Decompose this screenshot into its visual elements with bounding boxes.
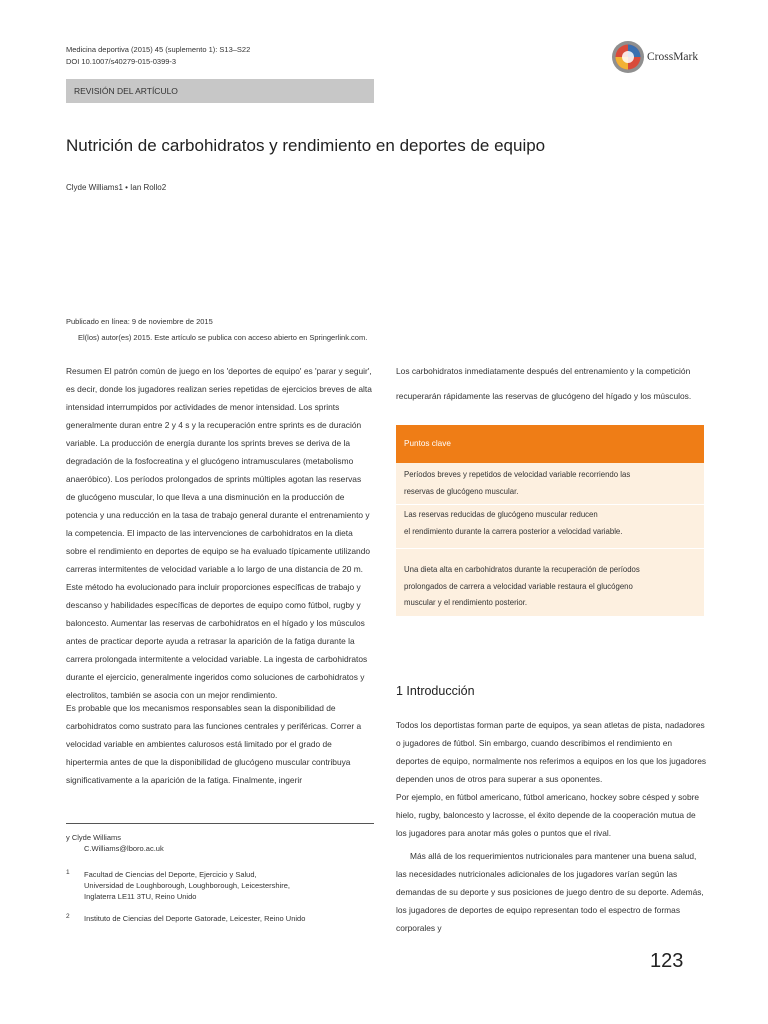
doi[interactable]: DOI 10.1007/s40279-015-0399-3 [66, 57, 177, 66]
abstract-line: carreras intermitentes de velocidad variable a lo largo de una distancia de 20 m. [66, 564, 364, 574]
abstract-line: antes de practicar deporte ayuda a retrasar la aparición de la fatiga durante la [66, 636, 355, 646]
abstract-line: durante el ejercicio, generalmente ingeridos como soluciones de carbohidratos y [66, 672, 365, 682]
paragraph-line: demandas de su deporte y sus posiciones de juego dentro de su deporte. Además, [396, 887, 704, 897]
affiliation-line: Universidad de Loughborough, Loughborough, Leicestershire, [84, 881, 290, 890]
abstract-line: intensidad interrumpidos por actividades de menor intensidad. Los sprints [66, 402, 340, 412]
abstract-line: anaeróbico). Los períodos prolongados de sprints múltiples agotan las reservas [66, 474, 362, 484]
correspondence [66, 832, 164, 854]
key-points-divider [396, 504, 704, 505]
abstract-line: electrolitos, también se asocia con un mejor rendimiento. [66, 690, 278, 700]
intro-paragraph-2 [396, 847, 704, 937]
paragraph-line: significativamente a la aparición de la fatiga. Finalmente, ingerir [66, 775, 303, 785]
paragraph-line: velocidad variable en ambientes calurosos está limitado por el grado de [66, 739, 332, 749]
paragraph-line: Todos los deportistas forman parte de equipos, ya sean atletas de pista, nadadores [396, 720, 705, 730]
abstract [66, 362, 386, 704]
abstract-line: carrera prolongada intermitente a velocidad variable. La ingesta de carbohidratos [66, 654, 368, 664]
affiliation-number: 2 [66, 913, 70, 920]
abstract-line: degradación de la fosfocreatina y el glucógeno intramusculares (metabolismo [66, 456, 354, 466]
key-points-heading: Puntos clave [396, 425, 704, 463]
abstract-line: generalmente duran entre 2 y 4 s y la recuperación entre sprints es de duración [66, 420, 362, 430]
abstract-line: baloncesto. Aumentar las reservas de carbohidratos en el hígado y los músculos [66, 618, 365, 628]
key-point-line: Períodos breves y repetidos de velocidad variable recorriendo las [404, 470, 631, 479]
journal-citation: Medicina deportiva (2015) 45 (suplemento 1): S13–S22 [66, 45, 251, 54]
paragraph-line: Los carbohidratos inmediatamente después del entrenamiento y la competición [396, 366, 691, 376]
paragraph-line: Más allá de los requerimientos nutricionales para mantener una buena salud, [410, 851, 697, 861]
key-point-line: prolongados de carrera a velocidad variable restaura el glucógeno [404, 581, 633, 591]
section-heading-introduction: 1 Introducción [396, 684, 475, 698]
intro-paragraph-1 [396, 716, 706, 842]
crossmark-badge[interactable] [611, 40, 698, 74]
affiliation-1 [66, 869, 290, 902]
affiliation-line: Instituto de Ciencias del Deporte Gatorade, Leicester, Reino Unido [84, 914, 306, 923]
key-points-divider [396, 548, 704, 549]
key-point-item [404, 562, 640, 612]
key-point-line: Las reservas reducidas de glucógeno muscular reducen [404, 510, 598, 519]
abstract-line: es decir, donde los jugadores realizan series repetidas de ejercicios breves de alta [66, 384, 372, 394]
article-title: Nutrición de carbohidratos y rendimiento en deportes de equipo [66, 136, 546, 155]
abstract-line: de glucógeno muscular, lo que lleva a una disminución en la producción de [66, 492, 345, 502]
affiliation-number: 1 [66, 869, 70, 876]
published-date: Publicado en línea: 9 de noviembre de 2015 [66, 317, 213, 326]
key-point-line: Una dieta alta en carbohidratos durante la recuperación de períodos [404, 565, 640, 574]
affiliation-line: Inglaterra LE11 3TU, Reino Unido [84, 892, 197, 901]
corresponding-author: y Clyde Williams [66, 833, 122, 842]
paragraph-line: Es probable que los mecanismos responsables sean la disponibilidad de [66, 703, 336, 713]
affiliation-line: Facultad de Ciencias del Deporte, Ejercicio y Salud, [84, 870, 257, 879]
paragraph-line: corporales y [396, 923, 442, 933]
abstract-continuation [66, 699, 386, 789]
abstract-line: sobre el rendimiento en deportes de equipo se ha evaluado típicamente utilizando [66, 546, 371, 556]
abstract-line: Resumen El patrón común de juego en los 'deportes de equipo' es 'parar y seguir', [66, 366, 372, 376]
key-point-item [404, 467, 630, 500]
paragraph-line: carbohidratos como sustrato para las funciones centrales y periféricas. Correr a [66, 721, 362, 731]
page-number: 123 [650, 950, 684, 972]
paragraph-line: los jugadores de deportes de equipo representan todo el espectro de formas [396, 905, 681, 915]
key-point-line: muscular y el rendimiento posterior. [404, 598, 528, 607]
abstract-line: Este método ha evolucionado para incluir proporciones específicas de trabajo y [66, 582, 361, 592]
crossmark-label: CrossMark [647, 51, 699, 63]
key-point-line: reservas de glucógeno muscular. [404, 486, 519, 496]
paragraph-line: dependen unos de otros para superar a sus oponentes. [396, 774, 603, 784]
paragraph-line: hipertermia antes de que la disponibilidad de glucógeno muscular contribuya [66, 757, 351, 767]
open-access-note: El(los) autor(es) 2015. Este artículo se publica con acceso abierto en Springerlink.com. [78, 333, 368, 342]
abstract-line: potencia y una reducción en la tasa de trabajo general durante el entrenamiento y [66, 510, 370, 520]
corresponding-email[interactable]: C.Williams@lboro.ac.uk [84, 844, 164, 853]
paragraph-line: Por ejemplo, en fútbol americano, fútbol americano, hockey sobre césped y sobre [396, 792, 700, 802]
affiliation-2 [66, 913, 305, 924]
paragraph-line: los jugadores para anotar más goles o puntos que el rival. [396, 828, 612, 838]
paragraph-line: deportes de equipo, normalmente nos referimos a equipos en los que los jugadores [396, 756, 707, 766]
section-label: REVISIÓN DEL ARTÍCULO [66, 79, 374, 103]
crossmark-icon [611, 40, 645, 74]
paragraph-line: hielo, rugby, baloncesto y lacrosse, el éxito depende de la cooperación mutua de [396, 810, 696, 820]
footnote-divider [66, 823, 374, 824]
authors: Clyde Williams1 • Ian Rollo2 [66, 183, 167, 192]
paragraph-line: o jugadores de fútbol. Sin embargo, cuando describimos el rendimiento en [396, 738, 673, 748]
abstract-line: la competencia. El impacto de las intervenciones de carbohidratos en la dieta [66, 528, 353, 538]
paragraph-line: las necesidades nutricionales adicionales de los jugadores varían según las [396, 869, 678, 879]
abstract-line: descanso y habilidades específicas de deportes de equipo como fútbol, rugby y [66, 600, 361, 610]
key-point-item [404, 507, 622, 540]
abstract-right-continuation [396, 362, 691, 405]
paragraph-line: recuperarán rápidamente las reservas de glucógeno del hígado y los músculos. [396, 391, 692, 401]
abstract-line: variable. La producción de energía durante los sprints breves se deriva de la [66, 438, 350, 448]
key-point-line: el rendimiento durante la carrera posterior a velocidad variable. [404, 526, 623, 536]
